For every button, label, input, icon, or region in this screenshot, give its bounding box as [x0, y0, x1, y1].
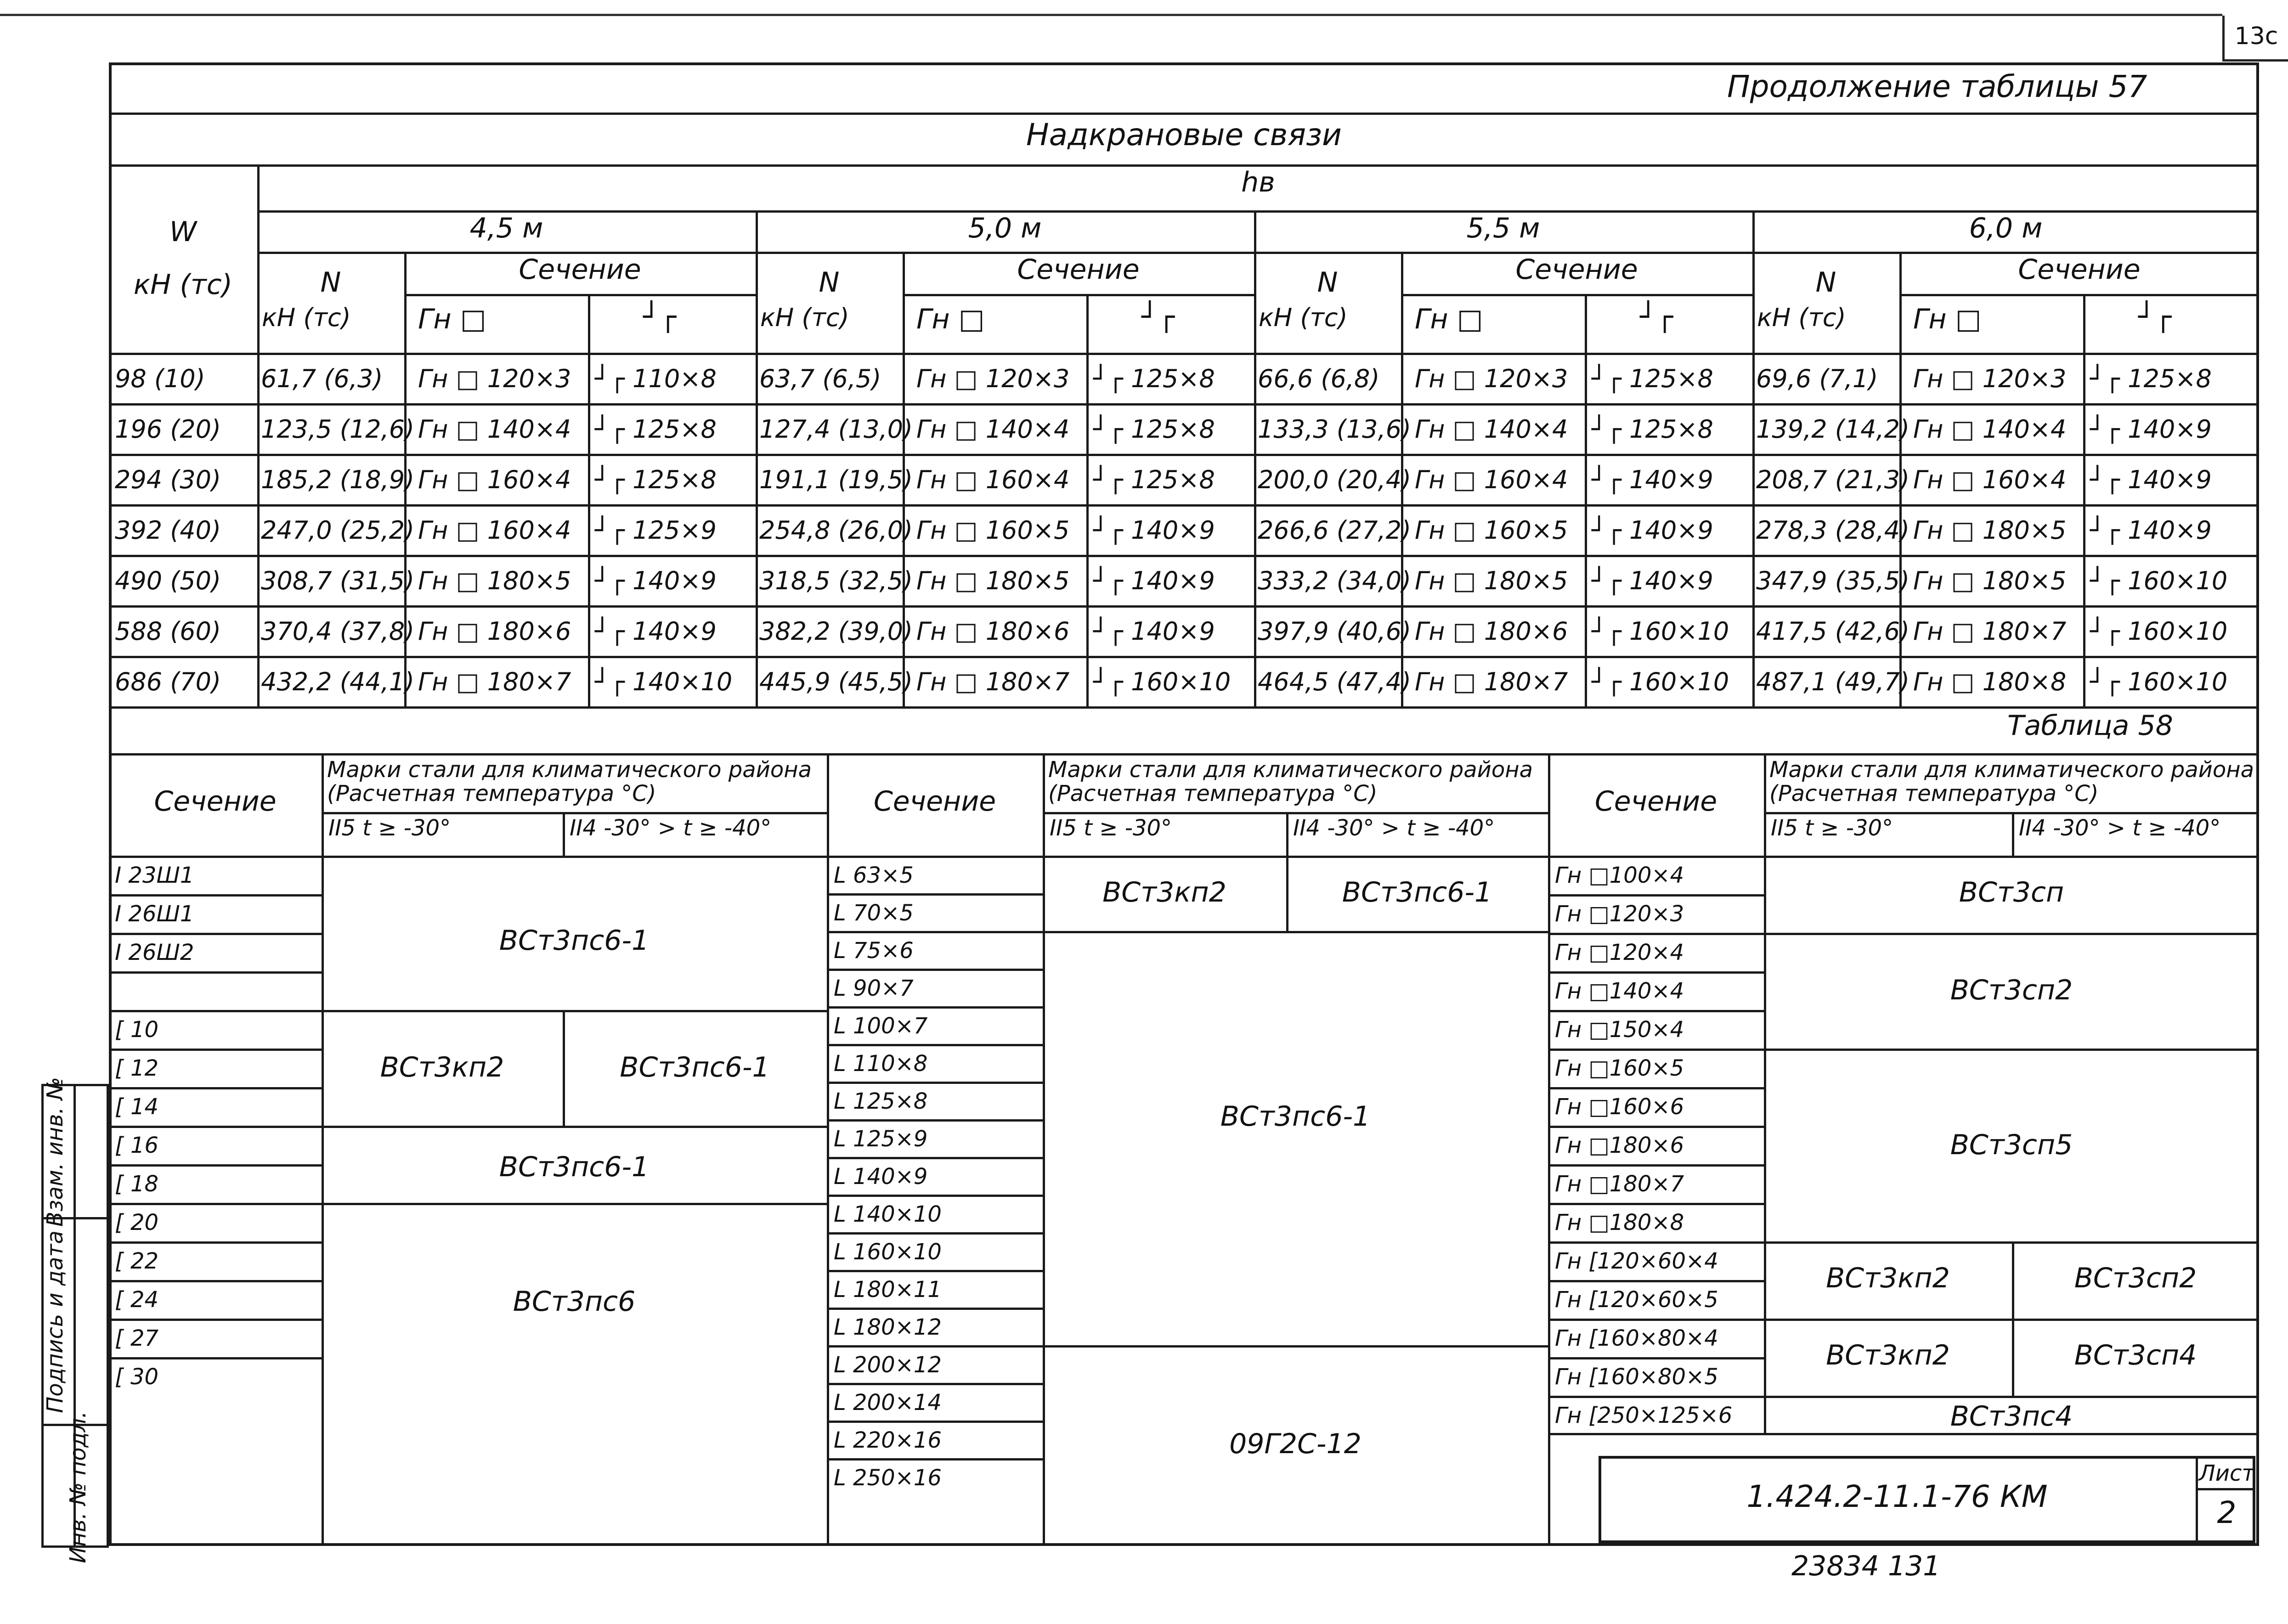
n-value: 66,6 (6,8) — [1258, 364, 1380, 393]
rule — [827, 1458, 1043, 1460]
height-6-0: 6,0 м — [1969, 212, 2043, 244]
tube-section: Гн □ 160×4 — [1913, 465, 2067, 494]
tube-section: Гн □ 180×7 — [418, 667, 571, 696]
rule — [827, 893, 1043, 896]
hb-label: hв — [1241, 166, 1275, 198]
angle-label: ┘┌ — [2138, 301, 2172, 333]
angle-section: L 70×5 — [834, 900, 914, 926]
tube-section: Гн □ 180×5 — [418, 566, 571, 595]
rule — [1401, 294, 1752, 296]
rule — [1043, 931, 1548, 933]
angle-section: L 200×12 — [834, 1352, 942, 1378]
angle-section: ┘┌ 140×9 — [1592, 465, 1713, 494]
side-vzam-label: Взам. инв. № — [42, 1077, 68, 1227]
tube-section: Гн □160×5 — [1555, 1055, 1684, 1081]
tube-section: Гн [250×125×6 — [1555, 1403, 1733, 1428]
section-label: Сечение — [1515, 254, 1638, 286]
l-last-steel: 09Г2С-12 — [1229, 1428, 1362, 1460]
angle-section: L 180×11 — [834, 1277, 942, 1303]
rule — [109, 1164, 322, 1167]
rule — [1585, 294, 1587, 706]
tube-section: Гн □ 180×5 — [1913, 566, 2067, 595]
angle-section: L 125×8 — [834, 1088, 928, 1114]
continuation-title: Продолжение таблицы 57 — [1727, 69, 2147, 104]
w-value: 98 (10) — [115, 364, 205, 393]
n-value: 139,2 (14,2) — [1756, 415, 1910, 444]
rule — [109, 1280, 322, 1282]
c10-14-steel-b: ВСт3пс6-1 — [620, 1051, 770, 1083]
rule — [1548, 1433, 2259, 1435]
channel-section: [ 27 — [115, 1325, 159, 1351]
n-value: 487,1 (49,7) — [1756, 667, 1910, 696]
n-value: 185,2 (18,9) — [261, 465, 415, 494]
rule — [1764, 1396, 2259, 1398]
n-unit: кН (тс) — [262, 303, 351, 332]
rule — [109, 605, 2259, 608]
tube-section: Гн □100×4 — [1555, 863, 1684, 888]
n-value: 200,0 (20,4) — [1258, 465, 1412, 494]
tube-steel-2: ВСт3сп2 — [1950, 974, 2073, 1006]
tube-section: Гн □ 120×3 — [418, 364, 571, 393]
l-mid-steel: ВСт3пс6-1 — [1220, 1100, 1371, 1133]
c20-30-steel: ВСт3пс6 — [513, 1286, 636, 1318]
rule — [109, 454, 2259, 456]
tube-section: Гн □ 180×5 — [916, 566, 1070, 595]
n-value: 266,6 (27,2) — [1258, 516, 1412, 545]
rule — [827, 1308, 1043, 1310]
n-label: N — [320, 266, 341, 299]
climate-b-3: II4 -30° > t ≥ -40° — [2019, 815, 2221, 841]
angle-section: ┘┌ 140×9 — [2090, 415, 2212, 444]
angle-section: ┘┌ 140×9 — [1093, 516, 1215, 545]
n-value: 208,7 (21,3) — [1756, 465, 1910, 494]
tube-section: Гн □ 160×5 — [1415, 516, 1568, 545]
channel-section: [ 22 — [115, 1248, 159, 1274]
climate-a-1: II5 t ≥ -30° — [328, 815, 451, 841]
side-sign-label: Подпись и дата — [42, 1230, 68, 1413]
angle-section: ┘┌ 160×10 — [2090, 667, 2228, 696]
rule — [1043, 1345, 1548, 1348]
tube-steel-4a: ВСт3кп2 — [1826, 1262, 1950, 1294]
steel-header-2: Марки стали для климатического района (Расчетная температура °С) — [1048, 757, 1533, 806]
rule — [1043, 812, 1548, 814]
angle-section: L 200×14 — [834, 1390, 942, 1415]
n-value: 254,8 (26,0) — [759, 516, 913, 545]
n-value: 61,7 (6,3) — [261, 364, 383, 393]
tube-section: Гн □ 120×3 — [1913, 364, 2067, 393]
rule — [404, 294, 756, 296]
t58-section-3: Сечение — [1594, 785, 1717, 818]
rule — [1548, 971, 1764, 974]
rule — [257, 164, 260, 706]
i-section: I 23Ш1 — [115, 863, 194, 888]
w-value: 196 (20) — [115, 415, 221, 444]
footer-number: 23834 131 — [1791, 1550, 1941, 1582]
n-value: 464,5 (47,4) — [1258, 667, 1412, 696]
tube-section: Гн □ 140×4 — [916, 415, 1070, 444]
tube-label: Гн □ — [418, 303, 486, 335]
rule — [903, 294, 1254, 296]
rule — [322, 812, 827, 814]
n-value: 333,2 (34,0) — [1258, 566, 1412, 595]
angle-section: ┘┌ 140×9 — [1592, 566, 1713, 595]
n-value: 247,0 (25,2) — [261, 516, 415, 545]
rule — [322, 753, 324, 1546]
rule — [109, 656, 2259, 658]
i-steel: ВСт3пс6-1 — [499, 925, 650, 957]
rule — [1548, 1010, 1764, 1012]
document-code: 1.424.2-11.1-76 КМ — [1746, 1479, 2048, 1514]
angle-section: ┘┌ 125×8 — [595, 465, 717, 494]
top-border-line — [0, 14, 2222, 16]
w-value: 490 (50) — [115, 566, 221, 595]
tube-section: Гн □ 140×4 — [1415, 415, 1568, 444]
steel-header-3: Марки стали для климатического района (Расчетная температура °С) — [1769, 757, 2254, 806]
angle-section: ┘┌ 160×10 — [2090, 566, 2228, 595]
table57-title: Надкрановые связи — [1026, 117, 1342, 152]
n-value: 63,7 (6,5) — [759, 364, 881, 393]
n-value: 397,9 (40,6) — [1258, 617, 1412, 646]
angle-section: L 110×8 — [834, 1051, 928, 1077]
rule — [109, 403, 2259, 406]
rule — [2196, 1488, 2255, 1490]
w-unit: кН (тс) — [133, 269, 233, 301]
rule — [109, 1241, 322, 1244]
tube-section: Гн [160×80×5 — [1555, 1364, 1718, 1390]
n-value: 123,5 (12,6) — [261, 415, 415, 444]
section-label: Сечение — [519, 254, 641, 286]
rule — [1764, 933, 2259, 935]
rule — [1899, 294, 2259, 296]
tube-section: Гн [160×80×4 — [1555, 1325, 1718, 1351]
rule — [109, 971, 322, 974]
w-value: 294 (30) — [115, 465, 221, 494]
rule — [109, 933, 322, 935]
channel-section: [ 20 — [115, 1210, 159, 1235]
rule — [2083, 294, 2085, 706]
rule — [563, 812, 565, 856]
tube-label: Гн □ — [1913, 303, 1982, 335]
n-value: 308,7 (31,5) — [261, 566, 415, 595]
rule — [1286, 812, 1288, 856]
rule — [1548, 1164, 1764, 1167]
tube-section: Гн □ 160×4 — [916, 465, 1070, 494]
rule — [109, 1203, 322, 1205]
tube-label: Гн □ — [916, 303, 985, 335]
rule — [1548, 1319, 1764, 1321]
angle-section: ┘┌ 125×8 — [1093, 415, 1215, 444]
rule — [827, 753, 829, 1546]
tube-section: Гн □ 160×5 — [916, 516, 1070, 545]
section-label: Сечение — [1017, 254, 1140, 286]
rule — [2012, 812, 2014, 856]
rule — [1764, 1241, 2259, 1244]
side-inv-label: Инв. № подл. — [65, 1411, 91, 1563]
tube-section: Гн □ 180×7 — [916, 667, 1070, 696]
climate-a-2: II5 t ≥ -30° — [1050, 815, 1172, 841]
tube-section: Гн □ 180×6 — [916, 617, 1070, 646]
tube-section: Гн □140×4 — [1555, 978, 1684, 1004]
w-value: 588 (60) — [115, 617, 221, 646]
tube-section: Гн □ 180×6 — [1415, 617, 1568, 646]
rule — [827, 1119, 1043, 1122]
tube-steel-6: ВСт3пс4 — [1950, 1400, 2073, 1432]
rule — [109, 113, 2259, 115]
rule — [827, 931, 1043, 933]
rule — [109, 504, 2259, 507]
w-value: 686 (70) — [115, 667, 221, 696]
angle-section: ┘┌ 110×8 — [595, 364, 717, 393]
rule — [827, 1044, 1043, 1046]
angle-section: ┘┌ 160×10 — [1592, 617, 1729, 646]
l-first-steel-a: ВСт3кп2 — [1102, 876, 1226, 908]
angle-section: ┘┌ 140×9 — [1093, 617, 1215, 646]
sheet-corner-number: 13с — [2222, 16, 2288, 62]
n-value: 432,2 (44,1) — [261, 667, 415, 696]
tube-section: Гн □ 120×3 — [1415, 364, 1568, 393]
height-5-5: 5,5 м — [1466, 212, 1540, 244]
rule — [109, 1010, 827, 1012]
l-first-steel-b: ВСт3пс6-1 — [1342, 876, 1492, 908]
angle-section: ┘┌ 140×10 — [595, 667, 733, 696]
angle-section: L 125×9 — [834, 1126, 928, 1152]
channel-section: [ 24 — [115, 1287, 159, 1313]
tube-section: Гн □180×7 — [1555, 1171, 1684, 1197]
angle-section: ┘┌ 140×9 — [2090, 465, 2212, 494]
sheet-number: 2 — [2217, 1495, 2237, 1530]
angle-section: L 140×10 — [834, 1201, 942, 1227]
rule — [109, 1319, 322, 1321]
channel-section: [ 14 — [115, 1094, 159, 1120]
rule — [1548, 1087, 1764, 1089]
n-unit: кН (тс) — [1757, 303, 1846, 332]
w-value: 392 (40) — [115, 516, 221, 545]
rule — [1764, 1319, 2259, 1321]
climate-b-1: II4 -30° > t ≥ -40° — [570, 815, 772, 841]
angle-section: L 160×10 — [834, 1239, 942, 1265]
angle-section: L 100×7 — [834, 1013, 928, 1039]
n-unit: кН (тс) — [760, 303, 849, 332]
rule — [1548, 1280, 1764, 1282]
tube-section: Гн □ 180×6 — [418, 617, 571, 646]
tube-section: Гн □ 140×4 — [1913, 415, 2067, 444]
rule — [109, 555, 2259, 557]
angle-section: ┘┌ 140×9 — [595, 566, 717, 595]
angle-section: L 140×9 — [834, 1164, 928, 1190]
n-value: 69,6 (7,1) — [1756, 364, 1878, 393]
tube-section: Гн [120×60×4 — [1555, 1248, 1718, 1274]
rule — [322, 1126, 827, 1128]
rule — [827, 1345, 1043, 1348]
rule — [827, 1195, 1043, 1197]
height-4-5: 4,5 м — [469, 212, 543, 244]
rule — [1548, 753, 1550, 1546]
n-value: 417,5 (42,6) — [1756, 617, 1910, 646]
angle-section: ┘┌ 160×10 — [1093, 667, 1231, 696]
steel-header-1: Марки стали для климатического района (Расчетная температура °С) — [327, 757, 812, 806]
angle-section: L 180×12 — [834, 1314, 942, 1340]
t58-section-2: Сечение — [873, 785, 996, 818]
w-label: W — [169, 216, 197, 248]
tube-section: Гн □150×4 — [1555, 1017, 1684, 1043]
t58-section-1: Сечение — [154, 785, 277, 818]
rule — [1764, 1049, 2259, 1051]
rule — [827, 969, 1043, 971]
n-label: N — [1815, 266, 1836, 299]
angle-section: ┘┌ 160×10 — [2090, 617, 2228, 646]
sheet-label: Лист — [2198, 1460, 2255, 1486]
channel-section: [ 10 — [115, 1017, 159, 1043]
rule — [109, 1049, 322, 1051]
rule — [1548, 933, 1764, 935]
tube-section: Гн □180×6 — [1555, 1133, 1684, 1158]
rule — [827, 1270, 1043, 1272]
rule — [827, 1232, 1043, 1235]
i-section: I 26Ш1 — [115, 901, 194, 927]
tube-section: Гн □160×6 — [1555, 1094, 1684, 1120]
rule — [109, 1087, 322, 1089]
tube-section: Гн □ 180×7 — [1913, 617, 2067, 646]
tube-section: Гн □180×8 — [1555, 1210, 1684, 1235]
angle-section: ┘┌ 125×8 — [1592, 415, 1713, 444]
tube-steel-1: ВСт3сп — [1959, 876, 2064, 908]
rule — [1764, 753, 1766, 1433]
n-label: N — [1317, 266, 1338, 299]
rule — [109, 856, 2259, 858]
angle-section: ┘┌ 140×9 — [1093, 566, 1215, 595]
height-5-0: 5,0 м — [968, 212, 1042, 244]
section-label: Сечение — [2018, 254, 2141, 286]
n-unit: кН (тс) — [1259, 303, 1348, 332]
angle-section: ┘┌ 140×9 — [2090, 516, 2212, 545]
rule — [1548, 1126, 1764, 1128]
rule — [1764, 812, 2259, 814]
n-value: 318,5 (32,5) — [759, 566, 913, 595]
tube-section: Гн □ 160×4 — [1415, 465, 1568, 494]
angle-section: L 75×6 — [834, 938, 914, 964]
rule — [1043, 753, 1045, 1546]
rule — [1086, 294, 1089, 706]
rule — [109, 706, 2259, 709]
angle-section: L 250×16 — [834, 1465, 942, 1491]
rule — [109, 353, 2259, 355]
rule — [1548, 1049, 1764, 1051]
n-value: 382,2 (39,0) — [759, 617, 913, 646]
tube-steel-4b: ВСт3сп2 — [2074, 1262, 2197, 1294]
angle-section: ┘┌ 125×8 — [2090, 364, 2212, 393]
tube-section: Гн □ 180×5 — [1913, 516, 2067, 545]
rule — [109, 1126, 322, 1128]
tube-steel-5b: ВСт3сп4 — [2074, 1339, 2197, 1371]
n-value: 347,9 (35,5) — [1756, 566, 1910, 595]
angle-section: ┘┌ 140×9 — [595, 617, 717, 646]
tube-label: Гн □ — [1415, 303, 1483, 335]
angle-label: ┘┌ — [643, 301, 677, 333]
tube-steel-3: ВСт3сп5 — [1950, 1129, 2073, 1161]
climate-b-2: II4 -30° > t ≥ -40° — [1293, 815, 1495, 841]
rule — [827, 1421, 1043, 1423]
rule — [1548, 1241, 1764, 1244]
c16-18-steel: ВСт3пс6-1 — [499, 1151, 650, 1183]
rule — [827, 1383, 1043, 1385]
rule — [1548, 1203, 1764, 1205]
tube-section: Гн □ 140×4 — [418, 415, 571, 444]
i-section: I 26Ш2 — [115, 940, 194, 965]
rule — [827, 1006, 1043, 1009]
n-value: 133,3 (13,6) — [1258, 415, 1412, 444]
rule — [827, 1157, 1043, 1159]
angle-section: ┘┌ 125×9 — [595, 516, 717, 545]
angle-section: ┘┌ 125×8 — [1592, 364, 1713, 393]
angle-section: ┘┌ 140×9 — [1592, 516, 1713, 545]
n-label: N — [819, 266, 840, 299]
tube-section: Гн □120×4 — [1555, 940, 1684, 965]
tube-steel-5a: ВСт3кп2 — [1826, 1339, 1950, 1371]
tube-section: Гн □ 120×3 — [916, 364, 1070, 393]
angle-section: ┘┌ 160×10 — [1592, 667, 1729, 696]
rule — [109, 894, 322, 897]
tube-section: Гн □ 180×8 — [1913, 667, 2067, 696]
rule — [109, 1357, 322, 1359]
angle-label: ┘┌ — [1640, 301, 1673, 333]
tube-section: Гн □ 180×7 — [1415, 667, 1568, 696]
rule — [1548, 894, 1764, 897]
tube-section: Гн □120×3 — [1555, 901, 1684, 927]
n-value: 278,3 (28,4) — [1756, 516, 1910, 545]
channel-section: [ 18 — [115, 1171, 159, 1197]
angle-label: ┘┌ — [1141, 301, 1175, 333]
c10-14-steel-a: ВСт3кп2 — [380, 1051, 504, 1083]
tube-section: Гн □ 180×5 — [1415, 566, 1568, 595]
channel-section: [ 16 — [115, 1133, 159, 1158]
channel-section: [ 12 — [115, 1055, 159, 1081]
n-value: 191,1 (19,5) — [759, 465, 913, 494]
n-value: 445,9 (45,5) — [759, 667, 913, 696]
tube-section: Гн [120×60×5 — [1555, 1287, 1718, 1313]
angle-section: ┘┌ 125×8 — [595, 415, 717, 444]
rule — [1548, 1357, 1764, 1359]
tube-section: Гн □ 160×4 — [418, 465, 571, 494]
angle-section: L 63×5 — [834, 863, 914, 888]
angle-section: L 220×16 — [834, 1427, 942, 1453]
channel-section: [ 30 — [115, 1364, 159, 1390]
rule — [827, 1082, 1043, 1084]
angle-section: L 90×7 — [834, 976, 914, 1001]
climate-a-3: II5 t ≥ -30° — [1771, 815, 1893, 841]
angle-section: ┘┌ 125×8 — [1093, 465, 1215, 494]
angle-section: ┘┌ 125×8 — [1093, 364, 1215, 393]
n-value: 127,4 (13,0) — [759, 415, 913, 444]
tube-section: Гн □ 160×4 — [418, 516, 571, 545]
rule — [109, 753, 2259, 756]
n-value: 370,4 (37,8) — [261, 617, 415, 646]
table58-title: Таблица 58 — [2007, 710, 2173, 742]
rule — [322, 1203, 827, 1205]
rule — [1548, 1396, 1764, 1398]
rule — [588, 294, 590, 706]
